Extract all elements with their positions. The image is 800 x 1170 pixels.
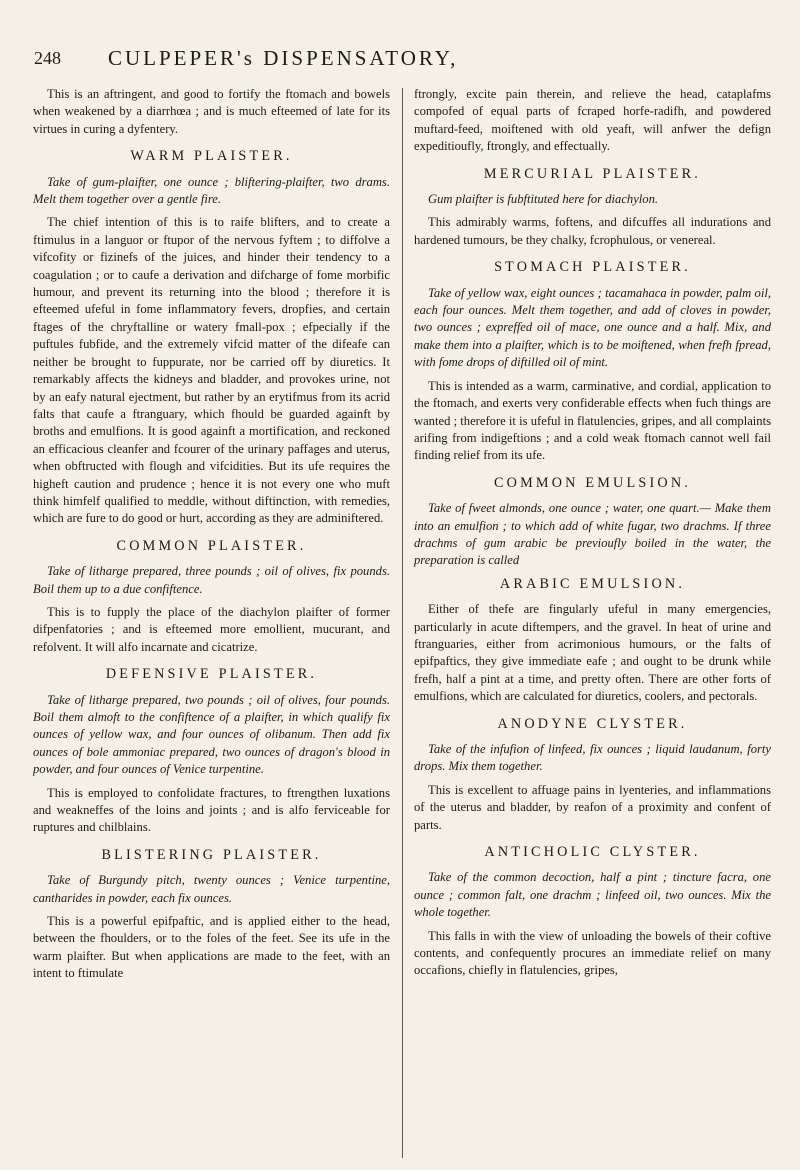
paragraph: This is a powerful epifpaftic, and is applied either to the head, between the fhoulders, or to the foles of the feet. See its ufe in the warm plaifter. But when applications are made to the feet, with an intent to ftimulate	[33, 914, 390, 981]
section-heading: WARM PLAISTER.	[130, 148, 293, 165]
paragraph: This admirably warms, foftens, and difcuffes all indurations and hardened tumours, be they chalky, fcrophulous, or venereal.	[414, 215, 771, 247]
column-divider	[402, 88, 403, 1158]
recipe: Take of the common decoction, half a pint ; tincture facra, one ounce ; common falt, one drachm ; linfeed oil, two ounces. Mix the whole together.	[414, 870, 771, 920]
recipe: Take of the infufion of linfeed, fix ounces ; liquid laudanum, forty drops. Mix them together.	[414, 742, 771, 774]
section-heading: STOMACH PLAISTER.	[494, 259, 691, 276]
recipe: Take of Burgundy pitch, twenty ounces ; Venice turpentine, cantharides in powder, each fix ounces.	[33, 873, 390, 905]
paragraph: This is to fupply the place of the diachylon plaifter of former difpenfatories ; and is efteemed more emollient, mucurant, and refolvent. It will alfo incarnate and cicatrize.	[33, 604, 390, 654]
recipe: Take of litharge prepared, two pounds ; oil of olives, four pounds. Boil them almoft to the confiftence of a plaifter, in which qualify fix ounces of yellow wax, and four ounces of olibanum. Then add fix ounces of bole ammoniac prepared, two ounces of dragon's blood in powder, and four ounces of Venice turpentine.	[33, 692, 390, 777]
page-number: 248	[34, 48, 61, 68]
section-heading: BLISTERING PLAISTER.	[101, 846, 322, 863]
running-head	[34, 42, 778, 74]
paragraph: This is employed to confolidate fractures, to ftrengthen luxations and weakneffes of the loins and joints ; and is alfo ferviceable for ruptures and chilblains.	[33, 785, 390, 835]
paragraph: ftrongly, excite pain therein, and relieve the head, cataplafms compofed of equal parts of fcraped horfe-radifh, and powdered muftard-feed, moiftened with old yeaft, will anfwer the defign expeditioufly, ftrongly, and effectually.	[414, 87, 771, 154]
recipe: Gum plaifter is fubftituted here for diachylon.	[428, 192, 659, 207]
paragraph: This is intended as a warm, carminative, and cordial, application to the ftomach, and exerts very confiderable effects when fuch things are wanted ; therefore it is ufeful in flatulencies, gripes, and all complaints arifing from indigeftions ; and a cold weak ftomach cannot well fail finding relief from its ufe.	[414, 378, 771, 463]
section-heading: ANTICHOLIC CLYSTER.	[484, 844, 701, 861]
recipe: Take of litharge prepared, three pounds ; oil of olives, fix pounds. Boil them up to a due confiftence.	[33, 564, 390, 596]
right-column	[414, 86, 771, 980]
paragraph: This is excellent to affuage pains in lyenteries, and inflammations of the uterus and bladder, by reafon of a proximity and confent of parts.	[414, 782, 771, 832]
text-columns	[33, 86, 778, 1166]
paragraph: Either of thefe are fingularly ufeful in many emergencies, particularly in acute diftempers, and the gravel. In heat of urine and ftranguaries, either from acrimonious humours, or the falts of epifpaftics, they give immediate eafe ; and ought to be drunk while frefh, half a pint at a time, and pretty often. There are other forts of emulfions, which are calculated for diuretics, coolers, and pectorals.	[414, 602, 771, 704]
recipe: Take of fweet almonds, one ounce ; water, one quart.— Make them into an emulfion ; to which add of white fugar, two drachms. If three drachms of gum arabic be previoufly boiled in the water, the preparation is called	[414, 501, 771, 568]
left-column	[33, 86, 390, 983]
section-heading: COMMON EMULSION.	[493, 474, 692, 491]
recipe: Take of gum-plaifter, one ounce ; bliftering-plaifter, two drams. Melt them together over a gentle fire.	[33, 174, 390, 207]
section-heading: MERCURIAL PLAISTER.	[483, 165, 702, 182]
recipe: Take of yellow wax, eight ounces ; tacamahaca in powder, palm oil, each four ounces. Melt them together, and add of cloves in powder, two ounces ; expreffed oil of mace, one ounce and a half. Mix, and make them into a plaifter, which is to be moiftened, when frefh fpread, with fome drops of diftilled oil of mint.	[414, 285, 771, 370]
section-heading: COMMON PLAISTER.	[116, 537, 307, 554]
paragraph: This falls in with the view of unloading the bowels of their coftive contents, and confequently procures an immediate relief on many occafions, chiefly in flatulencies, gripes,	[414, 928, 771, 978]
paragraph: This is an aftringent, and good to fortify the ftomach and bowels when weakened by a diarrhœa ; and is much efteemed of late for its virtues in curing a dyfentery.	[33, 87, 390, 136]
paragraph: The chief intention of this is to raife blifters, and to create a ftimulus in a languor or ftupor of the nervous fyftem ; to diffolve a vifcofity or fizinefs of the juices, and hinder their tendency to a coagulation ; or to caufe a derivation and difcharge of fome morbific humour, and prevent its returning into the blood ; therefore it is efteemed ufeful in fome inflammatory fevers, dropfies, and certain ftages of the chryftalline or watery fmall-pox ; efpecially if the puftules fubfide, and the extremely vifcid matter of the difeafe can neither be brought to fuppurate, nor be carried off by diuretics. It remarkably affects the kidneys and bladder, and provokes urine, not by an eafy natural ejectment, but rather by an erytifmus from its acrid falts that caufe a ftranguary, which fhould be guarded againft by broths and emulfions. It is good againft a mortification, and reckoned an efficacious cleanfer and fcourer of the urinary paffages and uterus, when obftructed with flough and vifcidities. But its ufe requires the higheft caution and prudence ; hence it is not every one who muft think himfelf qualified to meddle, without diftinction, with remedies, which are fure to do good or hurt, according as they are adminiftered.	[33, 215, 390, 526]
section-heading: ARABIC EMULSION.	[499, 575, 686, 592]
section-heading: DEFENSIVE PLAISTER.	[105, 666, 318, 683]
section-heading: ANODYNE CLYSTER.	[497, 715, 688, 732]
running-title: CULPEPER's DISPENSATORY,	[108, 46, 459, 70]
